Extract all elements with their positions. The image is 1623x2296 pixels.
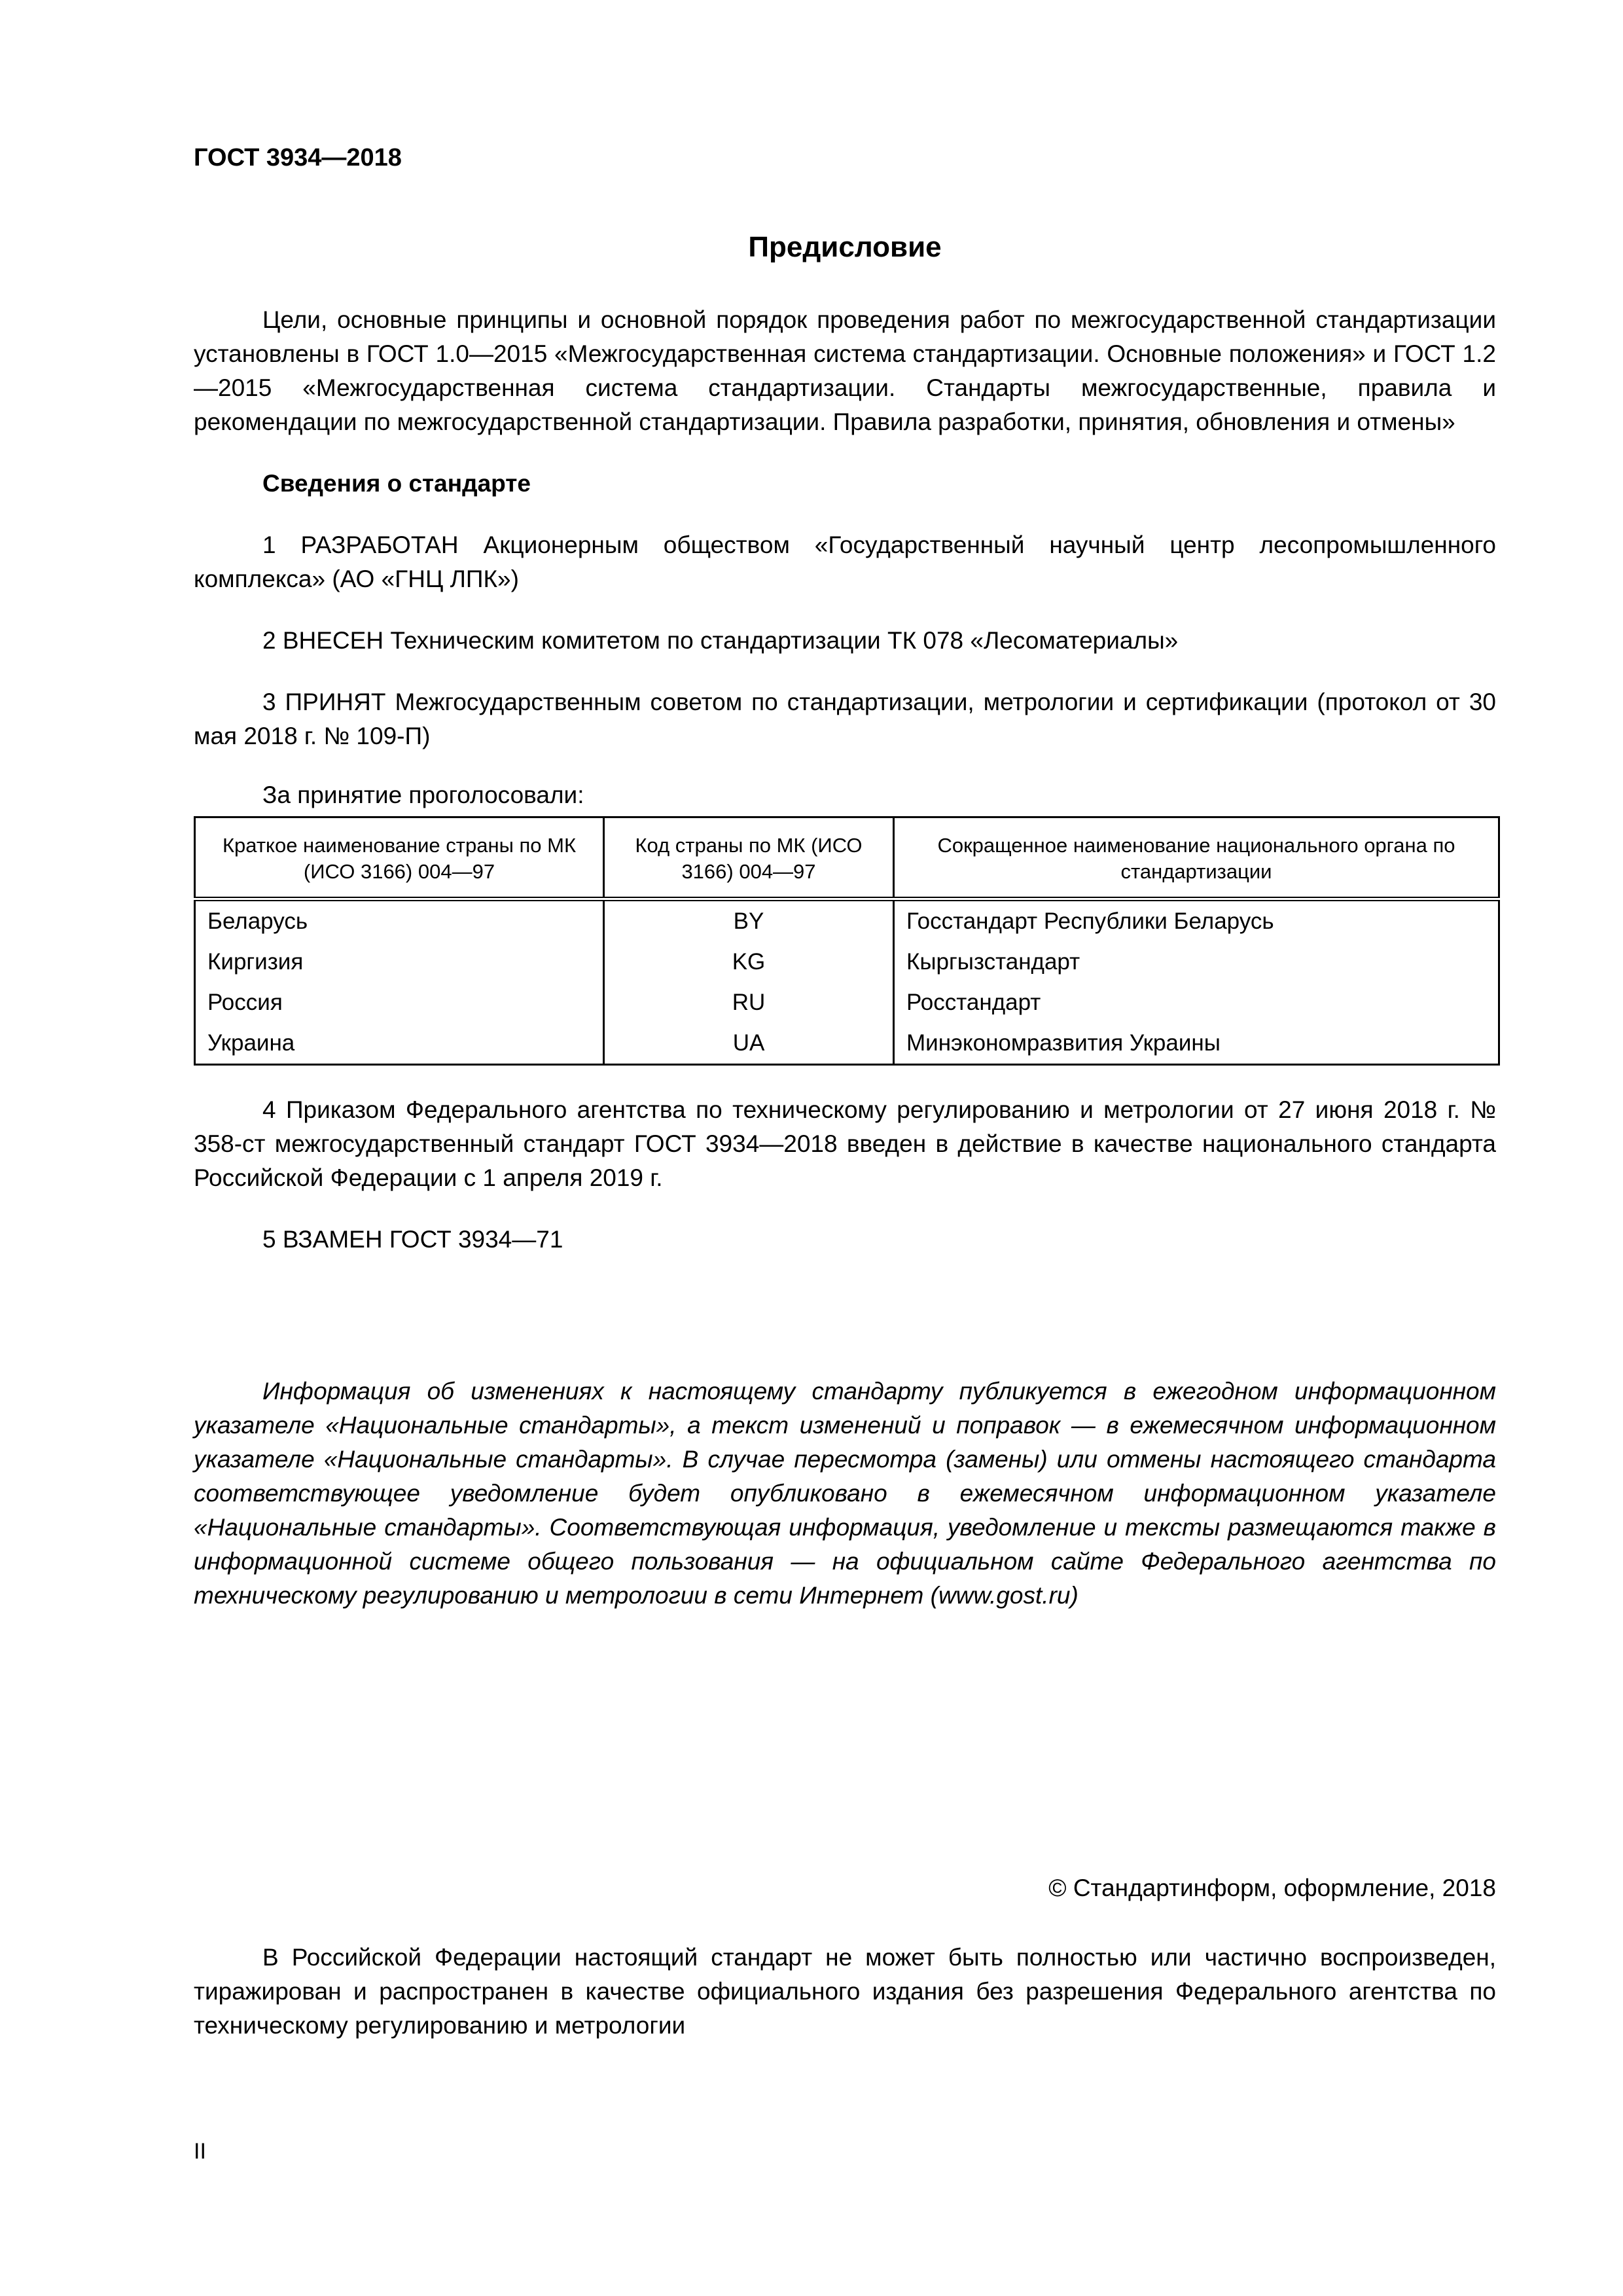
country-name-cell: Россия xyxy=(195,982,604,1023)
item-1: 1 РАЗРАБОТАН Акционерным обществом «Государственный научный центр лесопромышленного комплекса» (АО «ГНЦ ЛПК») xyxy=(194,531,1496,592)
item-5: 5 ВЗАМЕН ГОСТ 3934—71 xyxy=(262,1226,563,1253)
table-row xyxy=(195,899,1499,942)
country-code-cell: BY xyxy=(604,899,894,942)
country-name-cell: Беларусь xyxy=(195,899,604,942)
item-4: 4 Приказом Федерального агентства по техническому регулированию и метрологии от 27 июня 2018 г. № 358-ст межгосударственный стандарт ГОСТ 3934—2018 введен в действие в качестве национального стандарта Российской Федерации с 1 апреля 2019 г. xyxy=(194,1096,1496,1191)
national-body-cell: Кыргызстандарт xyxy=(894,942,1499,982)
country-name-cell: Украина xyxy=(195,1023,604,1065)
reproduction-notice: В Российской Федерации настоящий стандарт не может быть полностью или частично воспроизведен, тиражирован и распространен в качестве официального издания без разрешения Федерального агентства по техническому регулированию и метрологии xyxy=(194,1944,1496,2039)
country-code-cell: KG xyxy=(604,942,894,982)
country-code-cell: UA xyxy=(604,1023,894,1065)
national-body-cell: Росстандарт xyxy=(894,982,1499,1023)
page-content xyxy=(194,144,1496,2043)
item-2: 2 ВНЕСЕН Техническим комитетом по стандартизации ТК 078 «Лесоматериалы» xyxy=(262,627,1179,654)
header-country-code: Код страны по МК (ИСО 3166) 004—97 xyxy=(604,817,894,899)
changes-info-paragraph: Информация об изменениях к настоящему стандарту публикуется в ежегодном информационном указателе «Национальные стандарты», а текст изменений и поправок — в ежемесячном информационном указателе «Национальные стандарты». В случае пересмотра (замены) или отмены настоящего стандарта соответствующее уведомление будет опубликовано в ежемесячном информационном указателе «Национальные стандарты». Соответствующая информация, уведомление и тексты размещаются также в информационной системе общего пользования — на официальном сайте Федерального агентства по техническому регулированию и метрологии в сети Интернет (www.gost.ru) xyxy=(194,1378,1496,1609)
table-intro: За принятие проголосовали: xyxy=(262,781,584,808)
country-code-cell: RU xyxy=(604,982,894,1023)
table-row xyxy=(195,1023,1499,1065)
item-3: 3 ПРИНЯТ Межгосударственным советом по стандартизации, метрологии и сертификации (протокол от 30 мая 2018 г. № 109-П) xyxy=(194,689,1496,749)
header-national-body: Сокращенное наименование национального органа по стандартизации xyxy=(894,817,1499,899)
voting-states-table xyxy=(194,816,1500,1066)
intro-paragraph: Цели, основные принципы и основной порядок проведения работ по межгосударственной стандартизации установлены в ГОСТ 1.0—2015 «Межгосударственная система стандартизации. Основные положения» и ГОСТ 1.2—2015 «Межгосударственная система стандартизации. Стандарты межгосударственные, правила и рекомендации по межгосударственной стандартизации. Правила разработки, принятия, обновления и отмены» xyxy=(194,306,1496,435)
national-body-cell: Минэкономразвития Украины xyxy=(894,1023,1499,1065)
header-country-name: Краткое наименование страны по МК (ИСО 3166) 004—97 xyxy=(195,817,604,899)
country-name-cell: Киргизия xyxy=(195,942,604,982)
page-number: II xyxy=(194,2139,206,2164)
doc-header: ГОСТ 3934—2018 xyxy=(194,144,402,171)
info-heading: Сведения о стандарте xyxy=(262,470,531,497)
table-header-row xyxy=(195,817,1499,899)
page-title: Предисловие xyxy=(748,231,942,263)
table-row xyxy=(195,982,1499,1023)
national-body-cell: Госстандарт Республики Беларусь xyxy=(894,899,1499,942)
table-row xyxy=(195,942,1499,982)
copyright-line: © Стандартинформ, оформление, 2018 xyxy=(1048,1874,1496,1901)
